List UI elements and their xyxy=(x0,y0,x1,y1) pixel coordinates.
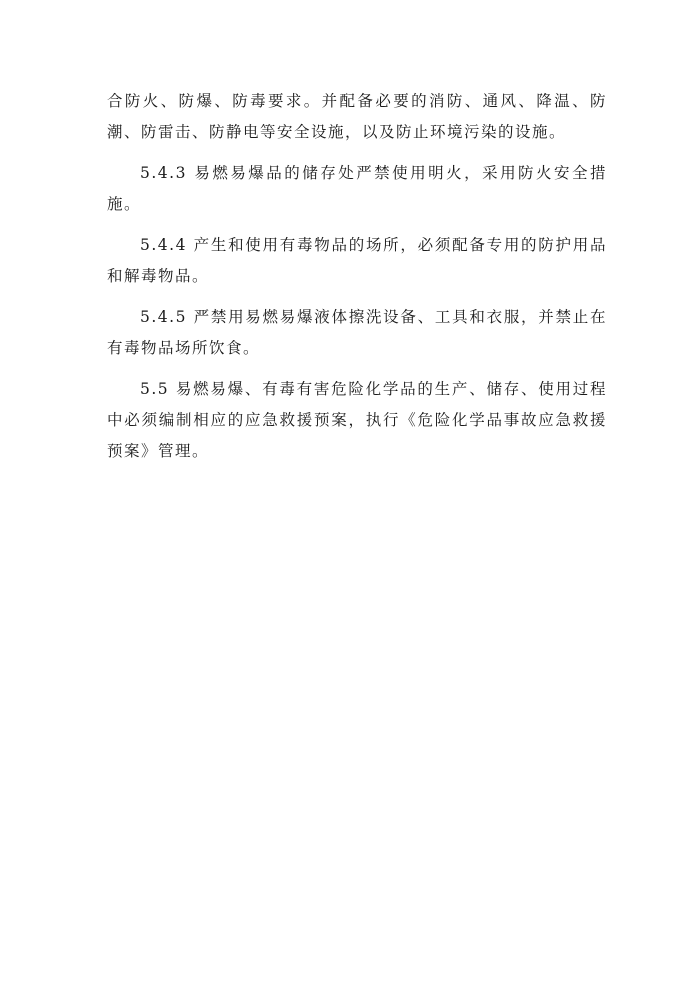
document-body xyxy=(107,86,607,477)
paragraph-5-4-3: 5.4.3 易燃易爆品的储存处严禁使用明火，采用防火安全措施。 xyxy=(107,164,607,213)
paragraph-5-4-4: 5.4.4 产生和使用有毒物品的场所，必须配备专用的防护用品和解毒物品。 xyxy=(107,236,607,285)
paragraph-5-5: 5.5 易燃易爆、有毒有害危险化学品的生产、储存、使用过程中必须编制相应的应急救援预案，执行《危险化学品事故应急救援预案》管理。 xyxy=(107,380,607,460)
paragraph-5-4-5: 5.4.5 严禁用易燃易爆液体擦洗设备、工具和衣服，并禁止在有毒物品场所饮食。 xyxy=(107,308,607,357)
paragraph-continuation: 合防火、防爆、防毒要求。并配备必要的消防、通风、降温、防潮、防雷击、防静电等安全设施，以及防止环境污染的设施。 xyxy=(107,92,607,141)
